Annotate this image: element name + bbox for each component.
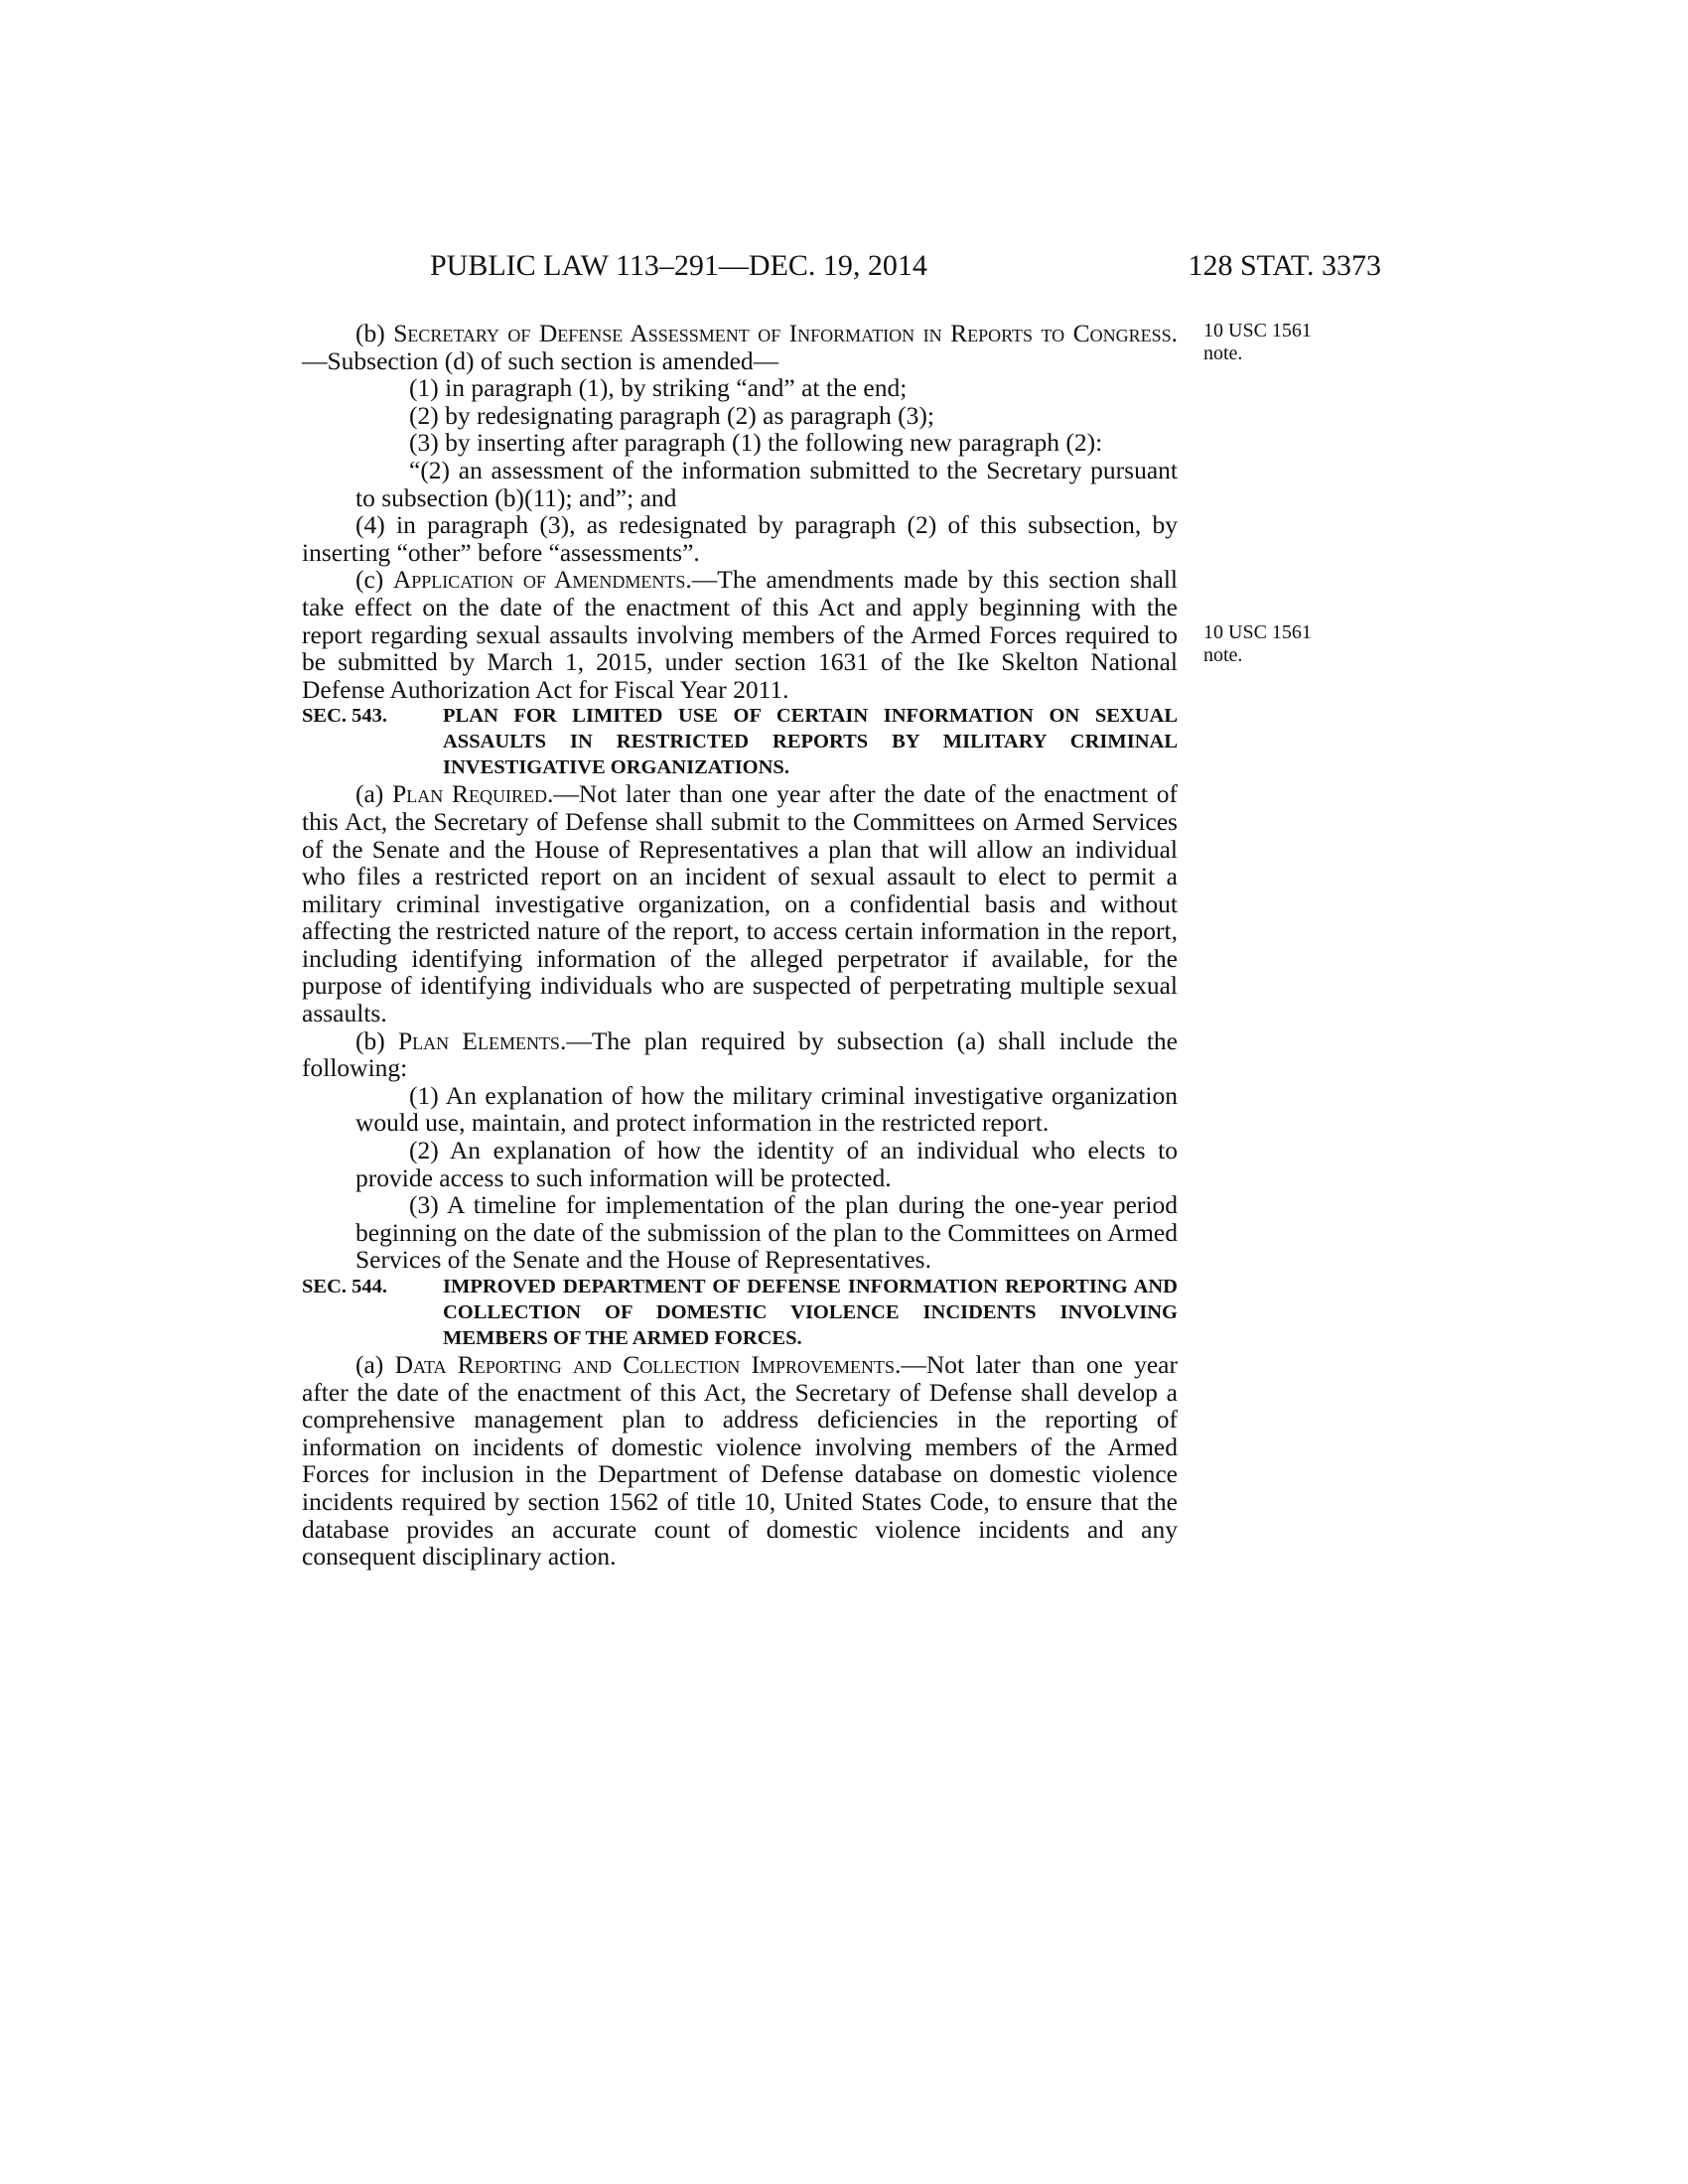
subsection-text: —The amendments made by this section shall take effect on the date of the enactment of this Act and apply beginning with the report regarding sexual assaults involving members of the Armed Forces required to be submitted by March 1, 2015, under section 1631 of the Ike Skelton National Defense Authorization Act for Fiscal Year 2011. [302, 565, 1178, 704]
section-543-heading [302, 703, 1178, 780]
subsection-b-plan-elements [302, 1027, 1178, 1082]
section-title: IMPROVED DEPARTMENT OF DEFENSE INFORMATION REPORTING AND COLLECTION OF DOMESTIC VIOLENCE INCIDENTS INVOLVING MEMBERS OF THE ARMED FORCES. [443, 1276, 1178, 1349]
document-body [302, 320, 1178, 1570]
subsection-label: (b) [355, 319, 385, 347]
subsection-b-secretary-assessment [302, 320, 1178, 374]
subsection-label: (c) [355, 565, 384, 595]
subsection-text: —The plan required by subsection (a) shall include the following: [302, 1025, 1179, 1083]
margin-note-citation: 10 USC 1561 [1203, 320, 1312, 341]
subsection-heading: Secretary of Defense Assessment of Information in Reports to Congress. [393, 319, 1178, 347]
subsection-heading: Plan Required. [392, 779, 554, 809]
section-544-heading [302, 1274, 1178, 1351]
paragraph-item: (2) An explanation of how the identity of an individual who elects to provide access to such information will be protected. [355, 1136, 1178, 1192]
paragraph-item: (1) in paragraph (1), by striking “and” at the end; [409, 373, 908, 403]
subsection-heading: Application of Amendments. [392, 565, 692, 595]
paragraph-item: (3) A timeline for implementation of the plan during the one-year period beginning on the date of the submission of the plan to the Committees on Armed Services of the Senate and the House of Representatives. [355, 1190, 1178, 1275]
margin-note-usc-1 [1203, 320, 1342, 365]
subsection-text: —Not later than one year after the date of the enactment of this Act, the Secretary of Defense shall develop a comprehensive management plan to address deficiencies in the reporting of information on incidents of domestic violence involving members of the Armed Forces for inclusion in the Department of Defense database on domestic violence incidents required by section 1562 of title 10, United States Code, to ensure that the database provides an accurate count of domestic violence incidents and any consequent disciplinary action. [302, 1350, 1178, 1571]
margin-note-label: note. [1203, 644, 1243, 666]
subsection-text: —Subsection (d) of such section is amended— [302, 345, 779, 375]
subsection-label: (a) [355, 779, 384, 809]
margin-note-usc-2 [1203, 621, 1342, 667]
paragraph-item: (4) in paragraph (3), as redesignated by paragraph (2) of this subsection, by inserting “other” before “assessments”. [302, 510, 1178, 567]
quoted-paragraph: “(2) an assessment of the information submitted to the Secretary pursuant to subsection (b)(11); and”; and [355, 455, 1178, 512]
section-title: PLAN FOR LIMITED USE OF CERTAIN INFORMATION ON SEXUAL ASSAULTS IN RESTRICTED REPORTS BY MILITARY CRIMINAL INVESTIGATIVE ORGANIZATIONS. [443, 705, 1178, 779]
section-number: SEC. 543. [302, 705, 388, 728]
subsection-text: —Not later than one year after the date of the enactment of this Act, the Secretary of Defense shall submit to the Committees on Armed Services of the Senate and the House of Representatives a plan that will allow an individual who files a restricted report on an incident of sexual assault to elect to permit a military criminal investigative organization, on a confidential basis and without affecting the restricted nature of the report, to access certain information in the report, including identifying information of the alleged perpetrator if available, for the purpose of identifying individuals who are suspected of perpetrating multiple sexual assaults. [302, 779, 1178, 1028]
subsection-c-application-of-amendments [302, 566, 1178, 703]
running-header [430, 246, 1381, 286]
header-stat-page: 128 STAT. 3373 [1188, 249, 1381, 282]
subsection-heading: Plan Elements. [397, 1025, 567, 1055]
subsection-a-data-reporting [302, 1351, 1178, 1570]
subsection-label: (b) [355, 1025, 385, 1055]
subsection-a-plan-required [302, 780, 1178, 1026]
margin-note-label: note. [1203, 342, 1243, 364]
paragraph-item: (3) by inserting after paragraph (1) the following new paragraph (2): [409, 428, 1103, 458]
paragraph-item: (1) An explanation of how the military criminal investigative organization would use, maintain, and protect information in the restricted report. [355, 1080, 1178, 1138]
paragraph-item: (2) by redesignating paragraph (2) as paragraph (3); [409, 400, 934, 430]
subsection-heading: Data Reporting and Collection Improvements. [394, 1350, 902, 1379]
margin-note-citation: 10 USC 1561 [1203, 621, 1312, 643]
subsection-label: (a) [355, 1350, 384, 1379]
section-number: SEC. 544. [302, 1276, 388, 1297]
header-law-title: PUBLIC LAW 113–291—DEC. 19, 2014 [430, 249, 927, 282]
